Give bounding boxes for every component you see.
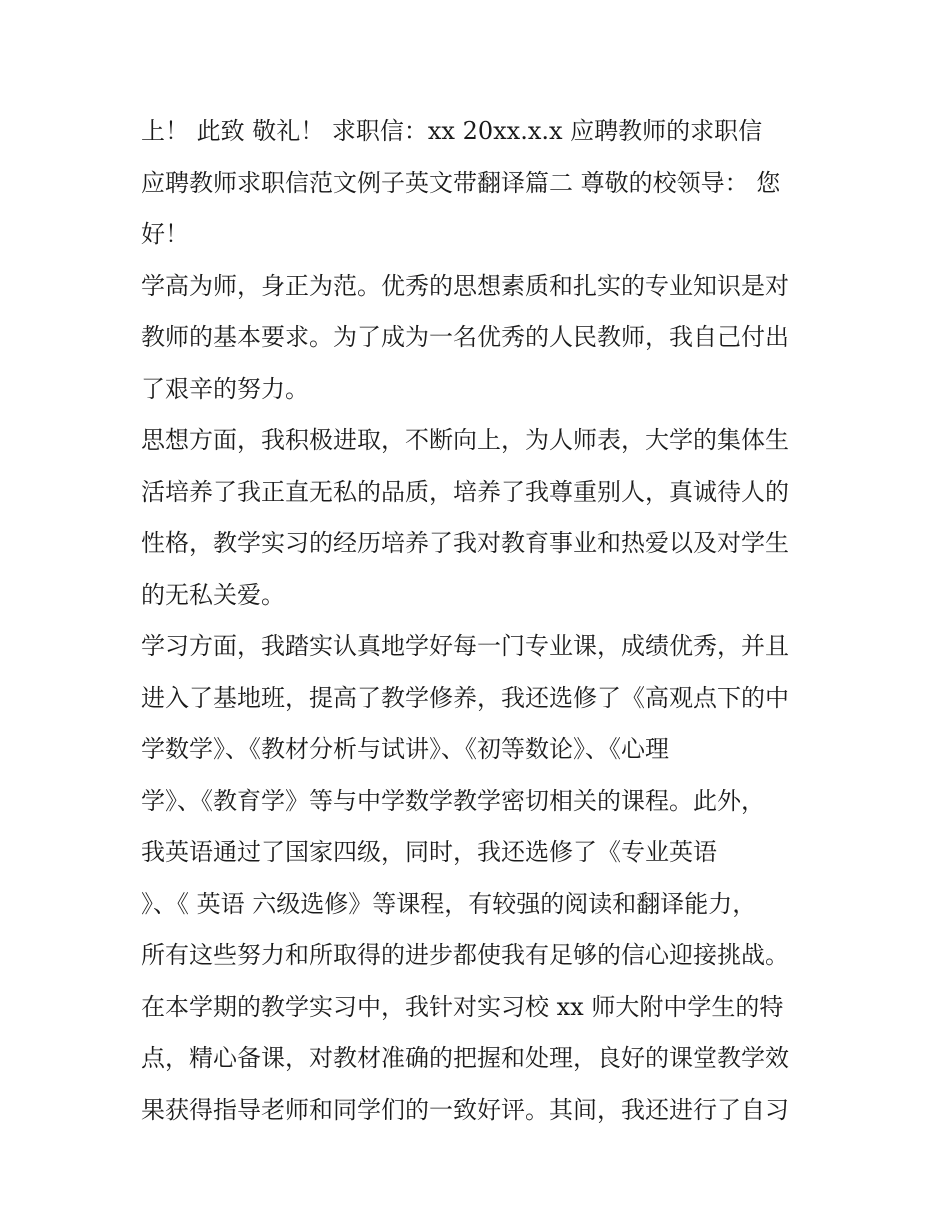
text-line: 我英语通过了国家四级，同时，我还选修了《专业英语 — [141, 838, 717, 866]
text-line: 点，精心备课，对教材准确的把握和处理，良好的课堂教学效 — [141, 1044, 789, 1072]
text-line: 学高为师，身正为范。优秀的思想素质和扎实的专业知识是对 — [141, 271, 789, 300]
text-line: 所有这些努力和所取得的进步都使我有足够的信心迎接挑战。 — [141, 941, 789, 969]
text-line: 的无私关爱。 — [141, 580, 285, 609]
text-line: 好！ — [141, 220, 189, 248]
text-line: 性格，教学实习的经历培养了我对教育事业和热爱以及对学生 — [141, 529, 789, 557]
text-line: 》、《 英语 六级选修》等课程，有较强的阅读和翻译能力， — [141, 889, 757, 918]
document-body — [141, 106, 821, 1136]
text-line: 学习方面，我踏实认真地学好每一门专业课，成绩优秀，并且 — [141, 632, 789, 660]
text-line: 学数学》、《教材分析与试讲》、《初等数论》、《心理 — [141, 735, 669, 763]
text-line: 果获得指导老师和同学们的一致好评。其间，我还进行了自习 — [141, 1095, 789, 1124]
text-line: 了艰辛的努力。 — [141, 374, 309, 403]
text-line: 思想方面，我积极进取，不断向上，为人师表，大学的集体生 — [141, 426, 789, 454]
text-line: 在本学期的教学实习中，我针对实习校 xx 师大附中学生的特 — [141, 992, 784, 1021]
text-line: 学》、《教育学》等与中学数学教学密切相关的课程。此外， — [141, 786, 765, 815]
text-line: 应聘教师求职信范文例子英文带翻译篇二 尊敬的校领导： 您 — [141, 168, 781, 197]
text-line: 上！ 此致 敬礼！ 求职信：xx 20xx.x.x 应聘教师的求职信 — [141, 117, 763, 145]
text-line: 活培养了我正直无私的品质，培养了我尊重别人，真诚待人的 — [141, 477, 789, 506]
text-line: 教师的基本要求。为了成为一名优秀的人民教师，我自己付出 — [141, 323, 789, 351]
text-line: 进入了基地班，提高了教学修养，我还选修了《高观点下的中 — [141, 683, 789, 712]
